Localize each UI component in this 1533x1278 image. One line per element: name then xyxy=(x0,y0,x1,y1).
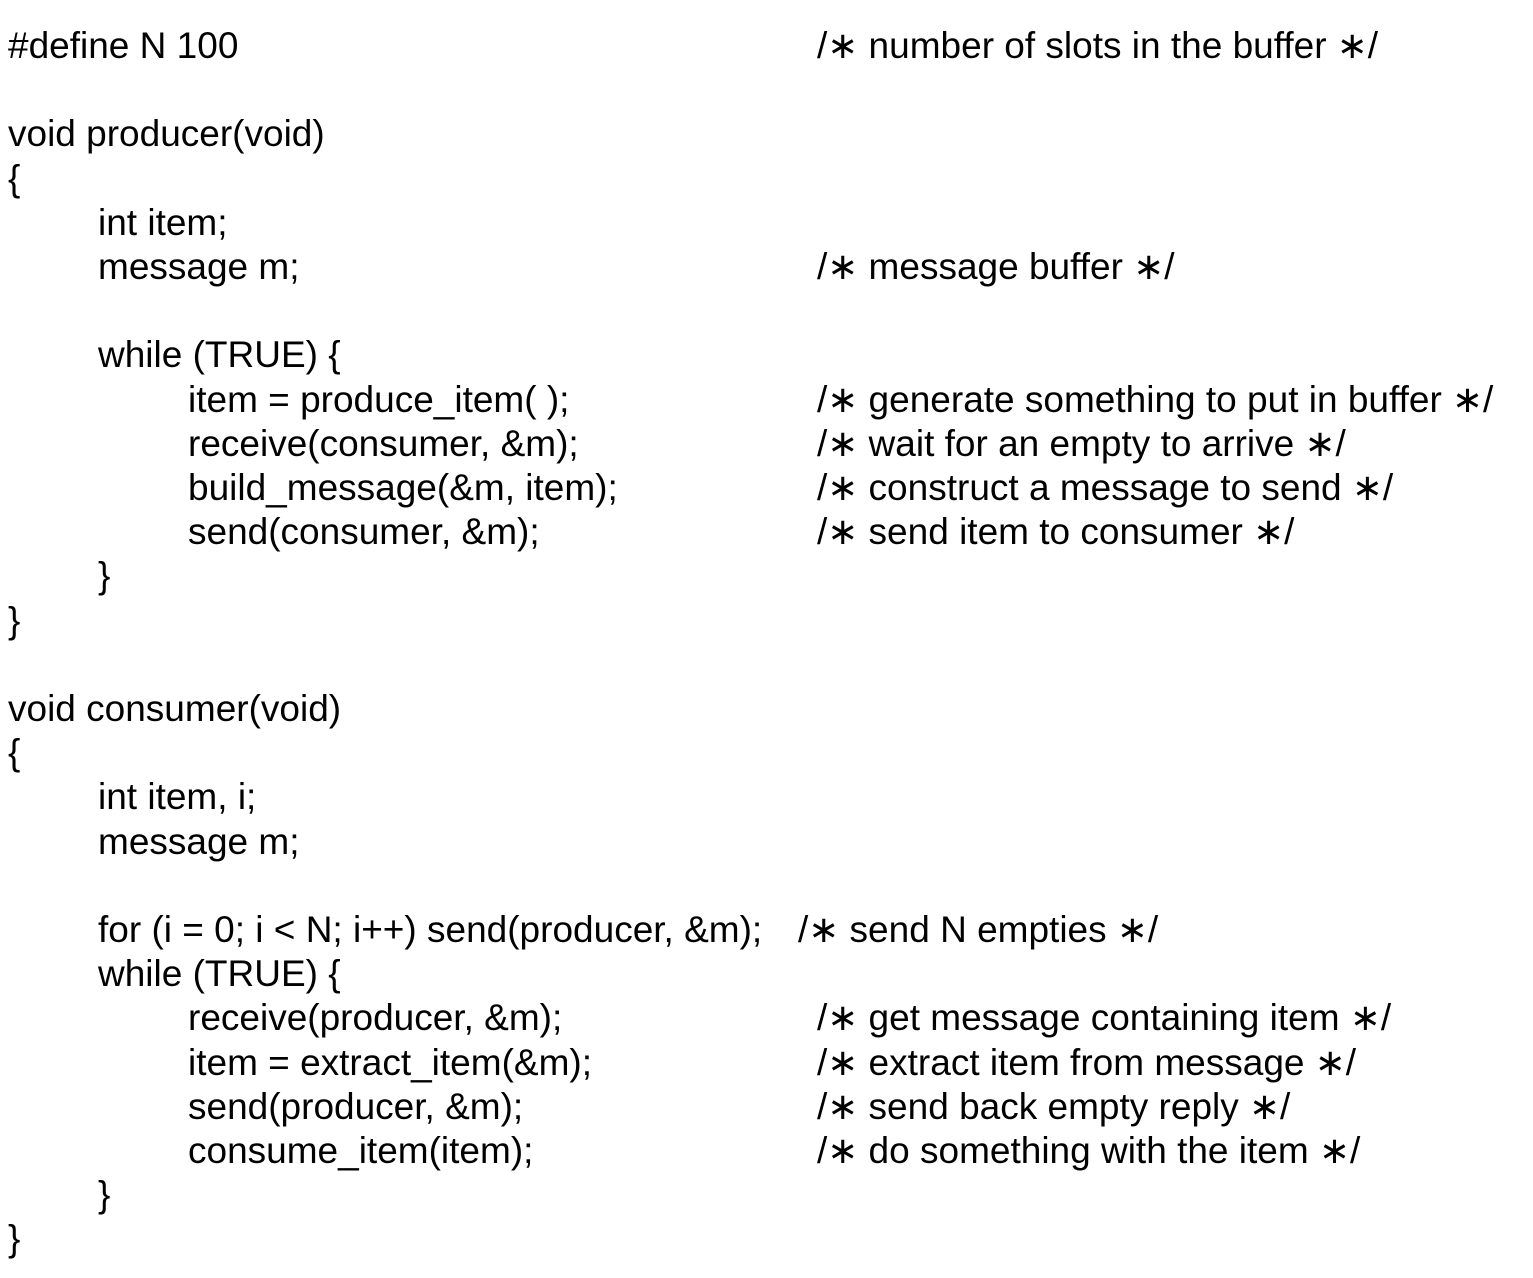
code-comment: /∗ wait for an empty to arrive ∗/ xyxy=(817,422,1346,464)
code-line xyxy=(0,1173,1533,1217)
code-text: for (i = 0; i < N; i++) send(producer, &m); xyxy=(98,909,763,950)
code-text: void consumer(void) xyxy=(8,688,342,729)
code-text: } xyxy=(98,555,111,597)
code-line xyxy=(0,201,1533,245)
code-text: #define N 100 xyxy=(8,25,239,66)
code-line xyxy=(0,687,1533,731)
code-line xyxy=(0,333,1533,377)
code-text: receive(producer, &m); xyxy=(188,997,563,1039)
code-line xyxy=(0,422,1533,466)
code-comment: /∗ get message containing item ∗/ xyxy=(817,997,1392,1039)
code-text: item = produce_item( ); xyxy=(188,378,570,420)
code-text: { xyxy=(8,732,21,774)
code-text: while (TRUE) { xyxy=(98,334,341,376)
code-comment: /∗ message buffer ∗/ xyxy=(817,246,1175,287)
code-line xyxy=(0,378,1533,422)
code-text: send(producer, &m); xyxy=(188,1085,524,1127)
code-text: consume_item(item); xyxy=(188,1130,534,1171)
code-line xyxy=(0,1085,1533,1129)
code-line xyxy=(0,731,1533,775)
code-text: } xyxy=(8,1218,21,1260)
code-text: item = extract_item(&m); xyxy=(188,1041,593,1083)
code-comment: /∗ send item to consumer ∗/ xyxy=(817,511,1295,553)
code-comment: /∗ construct a message to send ∗/ xyxy=(817,467,1394,508)
code-line xyxy=(0,245,1533,289)
code-line xyxy=(0,1041,1533,1085)
code-text: message m; xyxy=(98,246,300,287)
code-text: } xyxy=(8,599,21,641)
code-line xyxy=(0,775,1533,819)
code-line xyxy=(0,289,1533,333)
code-line xyxy=(0,643,1533,687)
code-line xyxy=(0,1129,1533,1173)
code-comment: /∗ number of slots in the buffer ∗/ xyxy=(817,25,1379,66)
code-comment: /∗ extract item from message ∗/ xyxy=(817,1041,1357,1083)
code-line xyxy=(0,112,1533,156)
code-comment: /∗ do something with the item ∗/ xyxy=(817,1130,1361,1171)
code-line xyxy=(0,68,1533,112)
code-line xyxy=(0,864,1533,908)
code-line xyxy=(0,820,1533,864)
code-text: build_message(&m, item); xyxy=(188,467,618,508)
code-line xyxy=(0,510,1533,554)
code-line xyxy=(0,908,1533,952)
code-text: while (TRUE) { xyxy=(98,953,341,995)
code-line xyxy=(0,1217,1533,1261)
code-text: int item; xyxy=(98,201,228,243)
code-line xyxy=(0,996,1533,1040)
code-line xyxy=(0,554,1533,598)
code-text: message m; xyxy=(98,820,300,862)
code-comment: /∗ generate something to put in buffer ∗/ xyxy=(817,378,1494,420)
code-text: send(consumer, &m); xyxy=(188,511,540,553)
code-text: } xyxy=(98,1174,111,1216)
code-text: void producer(void) xyxy=(8,113,325,155)
code-line xyxy=(0,157,1533,201)
code-text: int item, i; xyxy=(98,776,257,818)
code-line xyxy=(0,466,1533,510)
code-line xyxy=(0,599,1533,643)
code-text: receive(consumer, &m); xyxy=(188,422,579,464)
code-line xyxy=(0,24,1533,68)
code-text: { xyxy=(8,157,21,199)
code-line xyxy=(0,952,1533,996)
code-comment: /∗ send back empty reply ∗/ xyxy=(817,1085,1291,1127)
code-comment: /∗ send N empties ∗/ xyxy=(798,909,1159,950)
